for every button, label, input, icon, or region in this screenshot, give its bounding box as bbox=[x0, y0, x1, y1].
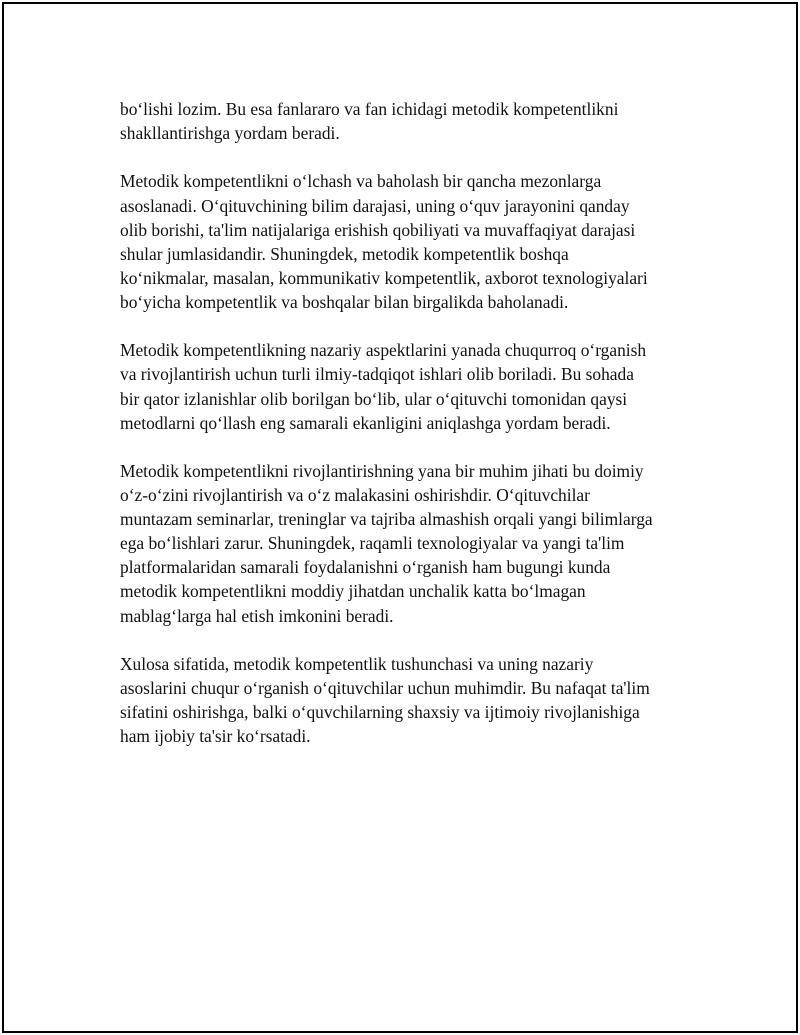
document-body bbox=[120, 97, 710, 773]
paragraph-1 bbox=[120, 97, 710, 145]
text-line: mablag‘larga hal etish imkonini beradi. bbox=[120, 605, 394, 626]
text-line: Metodik kompetentlikning nazariy aspektlarini yanada chuqurroq o‘rganish bbox=[120, 340, 647, 361]
text-line: ham ijobiy ta'sir ko‘rsatadi. bbox=[120, 726, 311, 747]
text-line: bo‘yicha kompetentlik va boshqalar bilan birgalikda baholanadi. bbox=[120, 291, 569, 312]
text-line: metodik kompetentlikni moddiy jihatdan unchalik katta bo‘lmagan bbox=[120, 581, 586, 602]
text-line: asoslanadi. O‘qituvchining bilim darajasi, uning o‘quv jarayonini qanday bbox=[120, 195, 630, 216]
text-line: muntazam seminarlar, treninglar va tajriba almashish orqali yangi bilimlarga bbox=[120, 509, 653, 530]
text-line: bir qator izlanishlar olib borilgan bo‘lib, ular o‘qituvchi tomonidan qaysi bbox=[120, 388, 628, 409]
text-line: metodlarni qo‘llash eng samarali ekanligini aniqlashga yordam beradi. bbox=[120, 412, 611, 433]
text-line: sifatini oshirishga, balki o‘quvchilarning shaxsiy va ijtimoiy rivojlanishiga bbox=[120, 702, 640, 723]
text-line: Xulosa sifatida, metodik kompetentlik tushunchasi va uning nazariy bbox=[120, 653, 594, 674]
text-line: Metodik kompetentlikni o‘lchash va baholash bir qancha mezonlarga bbox=[120, 171, 602, 192]
text-line: shakllantirishga yordam beradi. bbox=[120, 123, 340, 144]
text-line: Metodik kompetentlikni rivojlantirishning yana bir muhim jihati bu doimiy bbox=[120, 461, 644, 482]
paragraph-5 bbox=[120, 652, 710, 748]
text-line: shular jumlasidandir. Shuningdek, metodik kompetentlik boshqa bbox=[120, 243, 569, 264]
text-line: platformalaridan samarali foydalanishni o‘rganish ham bugungi kunda bbox=[120, 557, 611, 578]
text-line: bo‘lishi lozim. Bu esa fanlararo va fan ichidagi metodik kompetentlikni bbox=[120, 99, 619, 119]
text-line: va rivojlantirish uchun turli ilmiy-tadqiqot ishlari olib boriladi. Bu sohada bbox=[120, 364, 634, 385]
paragraph-4 bbox=[120, 459, 710, 628]
text-line: olib borishi, ta'lim natijalariga erishish qobiliyati va muvaffaqiyat darajasi bbox=[120, 219, 636, 240]
text-line: ega bo‘lishlari zarur. Shuningdek, raqamli texnologiyalar va yangi ta'lim bbox=[120, 533, 625, 554]
paragraph-3 bbox=[120, 338, 710, 434]
paragraph-2 bbox=[120, 169, 710, 314]
text-line: o‘z-o‘zini rivojlantirish va o‘z malakasini oshirishdir. O‘qituvchilar bbox=[120, 485, 590, 506]
page-border-frame bbox=[2, 2, 798, 1033]
text-line: asoslarini chuqur o‘rganish o‘qituvchilar uchun muhimdir. Bu nafaqat ta'lim bbox=[120, 678, 650, 699]
text-line: ko‘nikmalar, masalan, kommunikativ kompetentlik, axborot texnologiyalari bbox=[120, 267, 648, 288]
